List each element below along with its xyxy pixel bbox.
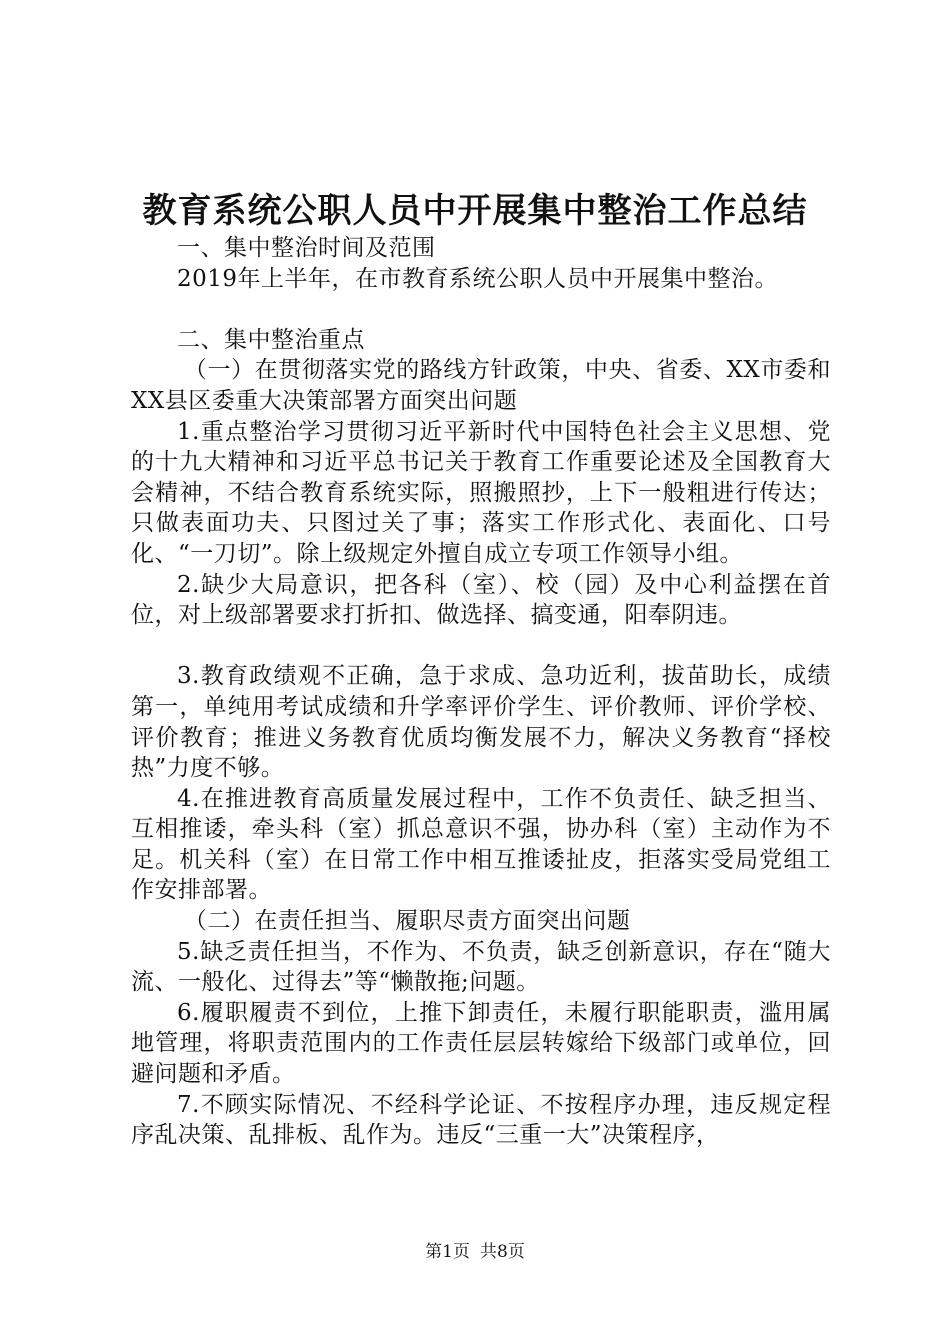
section-heading: 一、集中整治时间及范围 [177,235,436,261]
subsection-heading: （二）在责任担当、履职尽责方面突出问题 [183,908,631,935]
subsection-heading: （一）在贯彻落实党的路线方针政策，中央、省委、XX市委和XX县区委重大决策部署方面突出问题 [131,357,831,414]
body-paragraph: 6.履职履责不到位，上推下卸责任，未履行职能职责，滥用属地管理，将职责范围内的工作责任层层转嫁给下级部门或单位，回避问题和矛盾。 [131,999,831,1088]
body-paragraph: 3.教育政绩观不正确，急于求成、急功近利，拔苗助长，成绩第一，单纯用考试成绩和升学率评价学生、评价教师、评价学校、评价教育；推进义务教育优质均衡发展不力，解决义务教育“择校热”力度不够。 [131,663,831,782]
body-paragraph: 2.缺少大局意识，把各科（室）、校（园）及中心利益摆在首位，对上级部署要求打折扣、做选择、搞变通，阳奉阴违。 [131,571,831,629]
document-title: 教育系统公职人员中开展集中整治工作总结 [142,191,808,231]
page-number: 第1页 [425,1242,470,1262]
body-paragraph: 4.在推进教育高质量发展过程中，工作不负责任、缺乏担当、互相推诿，牵头科（室）抓总意识不强，协办科（室）主动作为不足。机关科（室）在日常工作中相互推诿扯皮，拒落实受局党组工作安排部署。 [131,785,831,904]
section-heading: 二、集中整治重点 [177,326,365,353]
body-paragraph: 1.重点整治学习贯彻习近平新时代中国特色社会主义思想、党的十九大精神和习近平总书记关于教育工作重要论述及全国教育大会精神，不结合教育系统实际，照搬照抄，上下一般粗进行传达；只做表面功夫、只图过关了事；落实工作形式化、表面化、口号化、“一刀切”。除上级规定外擅自成立专项工作领导小组。 [131,418,831,567]
paragraph-spacer [131,631,831,662]
body-paragraph: 5.缺乏责任担当，不作为、不负责，缺乏创新意识，存在“随大流、一般化、过得去”等“懒散拖;问题。 [131,938,831,996]
body-paragraph: 2019年上半年，在市教育系统公职人员中开展集中整治。 [177,265,779,292]
document-body [131,233,831,1151]
page-total: 共8页 [480,1242,525,1262]
body-paragraph: 7.不顾实际情况、不经科学论证、不按程序办理，违反规定程序乱决策、乱排板、乱作为。违反“三重一大”决策程序， [131,1091,831,1149]
page-footer [0,1240,950,1264]
paragraph-spacer [131,294,831,325]
